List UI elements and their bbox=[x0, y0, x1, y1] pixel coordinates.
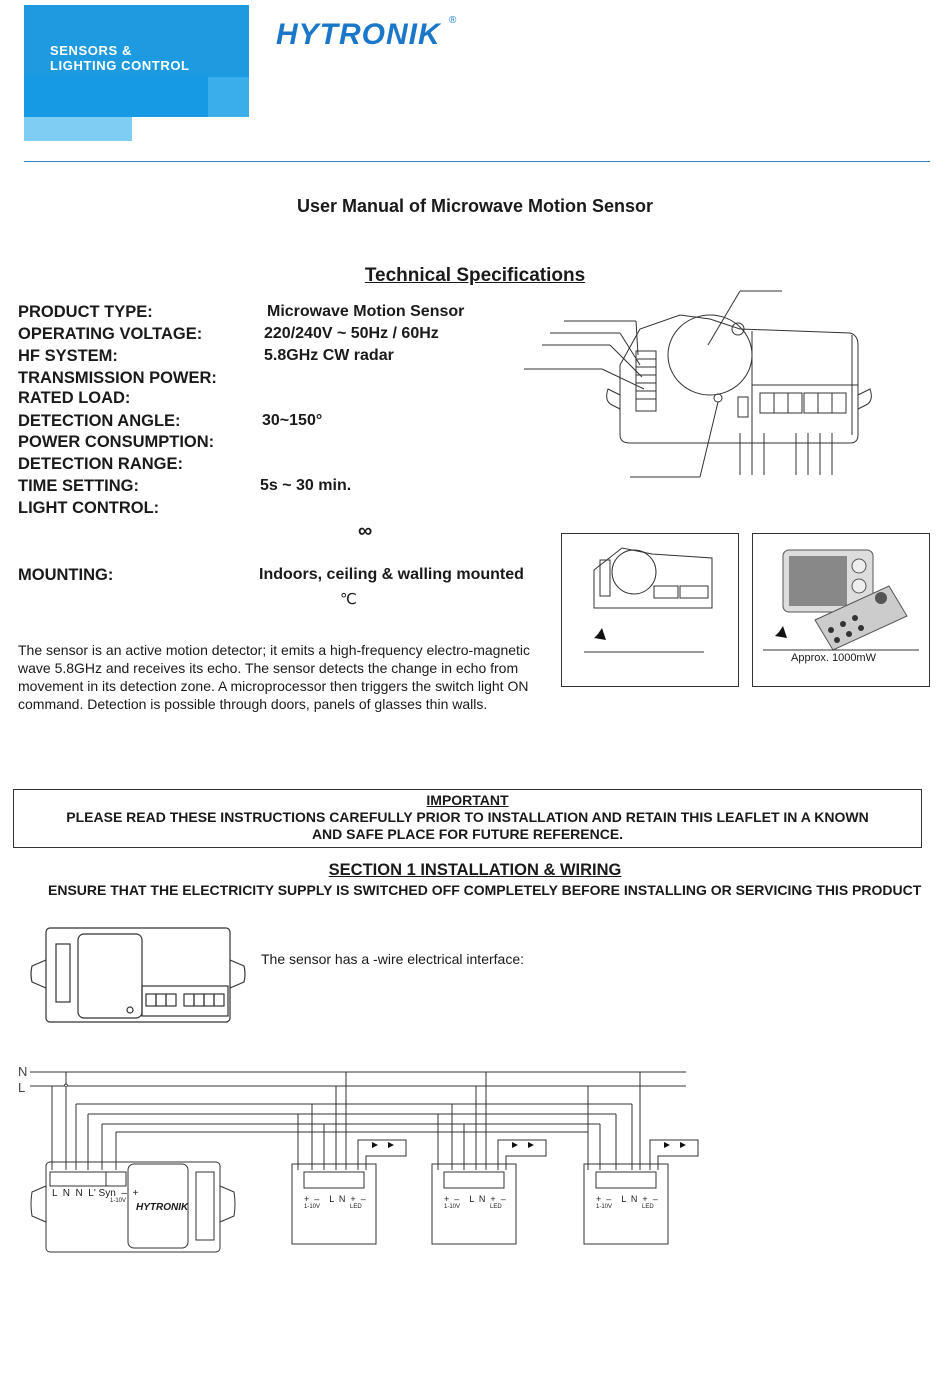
brand-color-block bbox=[24, 5, 249, 141]
sensor-top-view bbox=[28, 924, 250, 1026]
tagline-line2: LIGHTING CONTROL bbox=[50, 58, 190, 73]
spec-value-hf-system: 5.8GHz CW radar bbox=[264, 347, 394, 364]
spec-value-voltage: 220/240V ~ 50Hz / 60Hz bbox=[264, 325, 439, 342]
driver-2-terminals: + – L N + – bbox=[444, 1194, 506, 1204]
sensor-description: The sensor is an active motion detector; it emits a high-frequency electro-magnetic wave 5.8GHz and receives its echo. The sensor detects the change in echo from movement in its detection zone. A microprocessor then triggers the switch light ON command. Detection is possible through doors, panels of glasses thin walls. bbox=[18, 642, 531, 712]
spec-heading: Technical Specifications bbox=[364, 265, 586, 286]
arrow-icon bbox=[767, 618, 787, 638]
line-l-label: L bbox=[18, 1080, 26, 1095]
spec-label-product-type: PRODUCT TYPE: bbox=[18, 303, 153, 321]
important-line1: PLEASE READ THESE INSTRUCTIONS CAREFULLY PRIOR TO INSTALLATION AND RETAIN THIS LEAFLET IN A KNOWN bbox=[66, 809, 869, 825]
sensor-brand-label: HYTRONIK bbox=[136, 1202, 189, 1213]
celsius-symbol: ℃ bbox=[340, 591, 357, 608]
spec-value-detection-angle: 30~150° bbox=[262, 412, 323, 429]
product-drawing bbox=[520, 285, 940, 485]
infinity-symbol: ∞ bbox=[358, 520, 373, 542]
safety-warning: ENSURE THAT THE ELECTRICITY SUPPLY IS SWITCHED OFF COMPLETELY BEFORE INSTALLING OR SERVICING THIS PRODUCT bbox=[48, 882, 922, 898]
spec-label-mounting: MOUNTING: bbox=[18, 566, 114, 584]
spec-label-power-consumption: POWER CONSUMPTION: bbox=[18, 433, 215, 451]
tagline-line1: SENSORS & bbox=[50, 43, 132, 58]
wiring-diagram bbox=[0, 1060, 950, 1260]
important-heading: IMPORTANT bbox=[426, 792, 509, 808]
spec-label-detection-angle: DETECTION ANGLE: bbox=[18, 412, 181, 430]
spec-label-rated-load: RATED LOAD: bbox=[18, 389, 131, 407]
power-caption: Approx. 1000mW bbox=[791, 652, 876, 664]
spec-label-detection-range: DETECTION RANGE: bbox=[18, 455, 183, 473]
sensor-dim-label: 1-10V bbox=[110, 1198, 127, 1204]
figure-detection-box bbox=[561, 533, 739, 687]
brand-logo: HYTRONIK bbox=[276, 18, 441, 51]
document-title: User Manual of Microwave Motion Sensor bbox=[296, 196, 654, 216]
spec-value-mounting: Indoors, ceiling & walling mounted bbox=[259, 566, 524, 583]
registered-mark: ® bbox=[449, 15, 457, 26]
sensor-terminal-labels: L N N L' Syn – + bbox=[52, 1188, 139, 1199]
driver-3-dim: 1-10V bbox=[596, 1204, 613, 1210]
figure-power-box bbox=[752, 533, 930, 687]
section1-heading: SECTION 1 INSTALLATION & WIRING bbox=[328, 861, 622, 879]
spec-label-hf-system: HF SYSTEM: bbox=[18, 347, 118, 365]
driver-3-led: LED bbox=[642, 1204, 654, 1210]
driver-3-terminals: + – L N + – bbox=[596, 1194, 658, 1204]
header-divider bbox=[24, 161, 930, 162]
spec-label-light-control: LIGHT CONTROL: bbox=[18, 499, 160, 517]
driver-1-led: LED bbox=[350, 1204, 362, 1210]
driver-2-led: LED bbox=[490, 1204, 502, 1210]
tagline bbox=[50, 43, 190, 73]
spec-value-product-type: Microwave Motion Sensor bbox=[267, 303, 465, 320]
spec-value-time-setting: 5s ~ 30 min. bbox=[260, 477, 352, 494]
sensor-mini-drawing bbox=[562, 534, 738, 686]
important-line2: AND SAFE PLACE FOR FUTURE REFERENCE. bbox=[311, 826, 624, 842]
spec-label-transmission-power: TRANSMISSION POWER: bbox=[18, 369, 217, 387]
spec-label-time-setting: TIME SETTING: bbox=[18, 477, 139, 495]
driver-1-terminals: + – L N + – bbox=[304, 1194, 366, 1204]
important-notice bbox=[13, 789, 922, 848]
driver-1-dim: 1-10V bbox=[304, 1204, 321, 1210]
line-n-label: N bbox=[18, 1064, 28, 1079]
interface-text: The sensor has a -wire electrical interface: bbox=[261, 951, 524, 967]
arrow-icon bbox=[586, 620, 606, 640]
driver-2-dim: 1-10V bbox=[444, 1204, 461, 1210]
spec-label-voltage: OPERATING VOLTAGE: bbox=[18, 325, 203, 343]
